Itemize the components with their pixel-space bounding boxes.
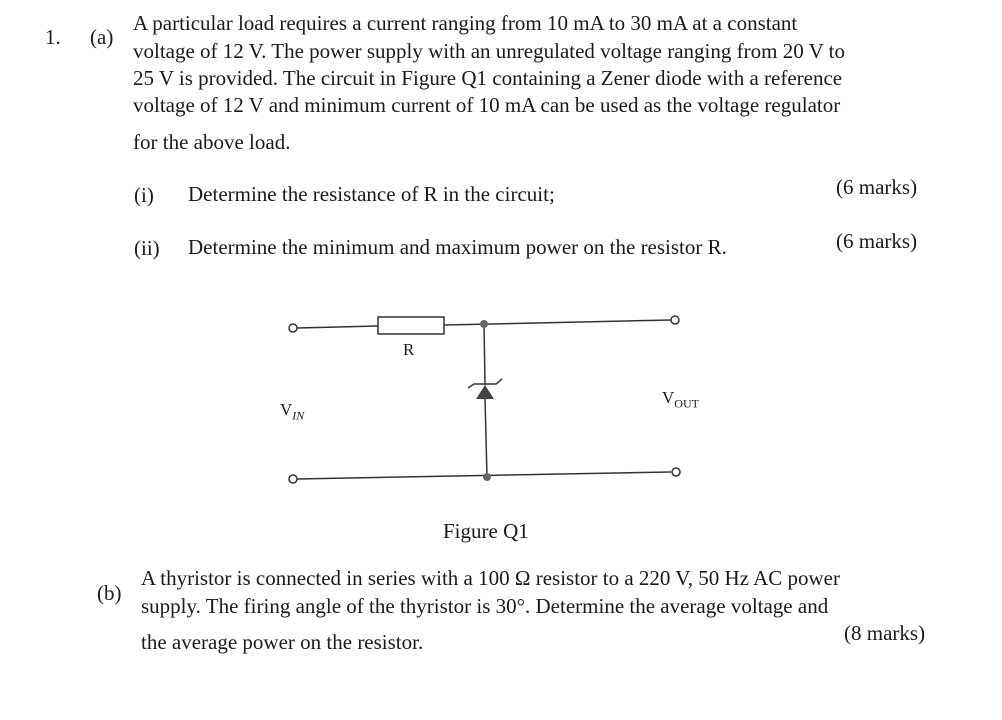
vout-terminal-top (671, 316, 679, 324)
part-a-line: A particular load requires a current ranging from 10 mA to 30 mA at a constant (133, 11, 798, 35)
part-b-line: A thyristor is connected in series with a 100 Ω resistor to a 220 V, 50 Hz AC power (141, 566, 840, 590)
subpart-i-text: Determine the resistance of R in the circuit; (188, 182, 555, 206)
part-b-label: (b) (97, 581, 122, 605)
part-b-marks: (8 marks) (844, 621, 926, 645)
vin-main: V (280, 400, 293, 419)
zener-wire-bottom (485, 398, 487, 477)
vin-terminal-top (289, 324, 297, 332)
subpart-ii-text: Determine the minimum and maximum power on the resistor R. (188, 235, 727, 259)
zener-diode-triangle (476, 385, 494, 399)
vout-sub: OUT (674, 396, 699, 411)
zener-wire-top (484, 324, 485, 385)
vin-terminal-bottom (289, 475, 297, 483)
vin-label (280, 401, 304, 421)
question-number: 1. (45, 25, 61, 49)
vout-label (662, 389, 699, 409)
vin-sub: IN (292, 408, 305, 423)
part-a-line: for the above load. (133, 130, 291, 154)
part-a-line: voltage of 12 V. The power supply with an unregulated voltage ranging from 20 V to (133, 39, 845, 63)
part-b-line: the average power on the resistor. (141, 630, 424, 654)
subpart-i-marks: (6 marks) (836, 175, 918, 199)
top-wire-left (297, 326, 378, 328)
part-a-line: voltage of 12 V and minimum current of 10 mA can be used as the voltage regulator (133, 93, 841, 117)
junction-top (480, 320, 488, 328)
junction-bottom (483, 473, 491, 481)
top-wire-right (444, 320, 671, 325)
part-a-line: 25 V is provided. The circuit in Figure Q1 containing a Zener diode with a reference (133, 66, 843, 90)
vout-main: V (662, 388, 675, 407)
figure-caption: Figure Q1 (443, 519, 529, 543)
subpart-i-label: (i) (134, 183, 154, 207)
part-b-line: supply. The firing angle of the thyristor is 30°. Determine the average voltage and (141, 594, 829, 618)
subpart-ii-marks: (6 marks) (836, 229, 918, 253)
vout-terminal-bottom (672, 468, 680, 476)
part-a-label: (a) (90, 25, 114, 49)
subpart-ii-label: (ii) (134, 236, 160, 260)
resistor-label: R (403, 340, 415, 359)
resistor (378, 317, 444, 334)
